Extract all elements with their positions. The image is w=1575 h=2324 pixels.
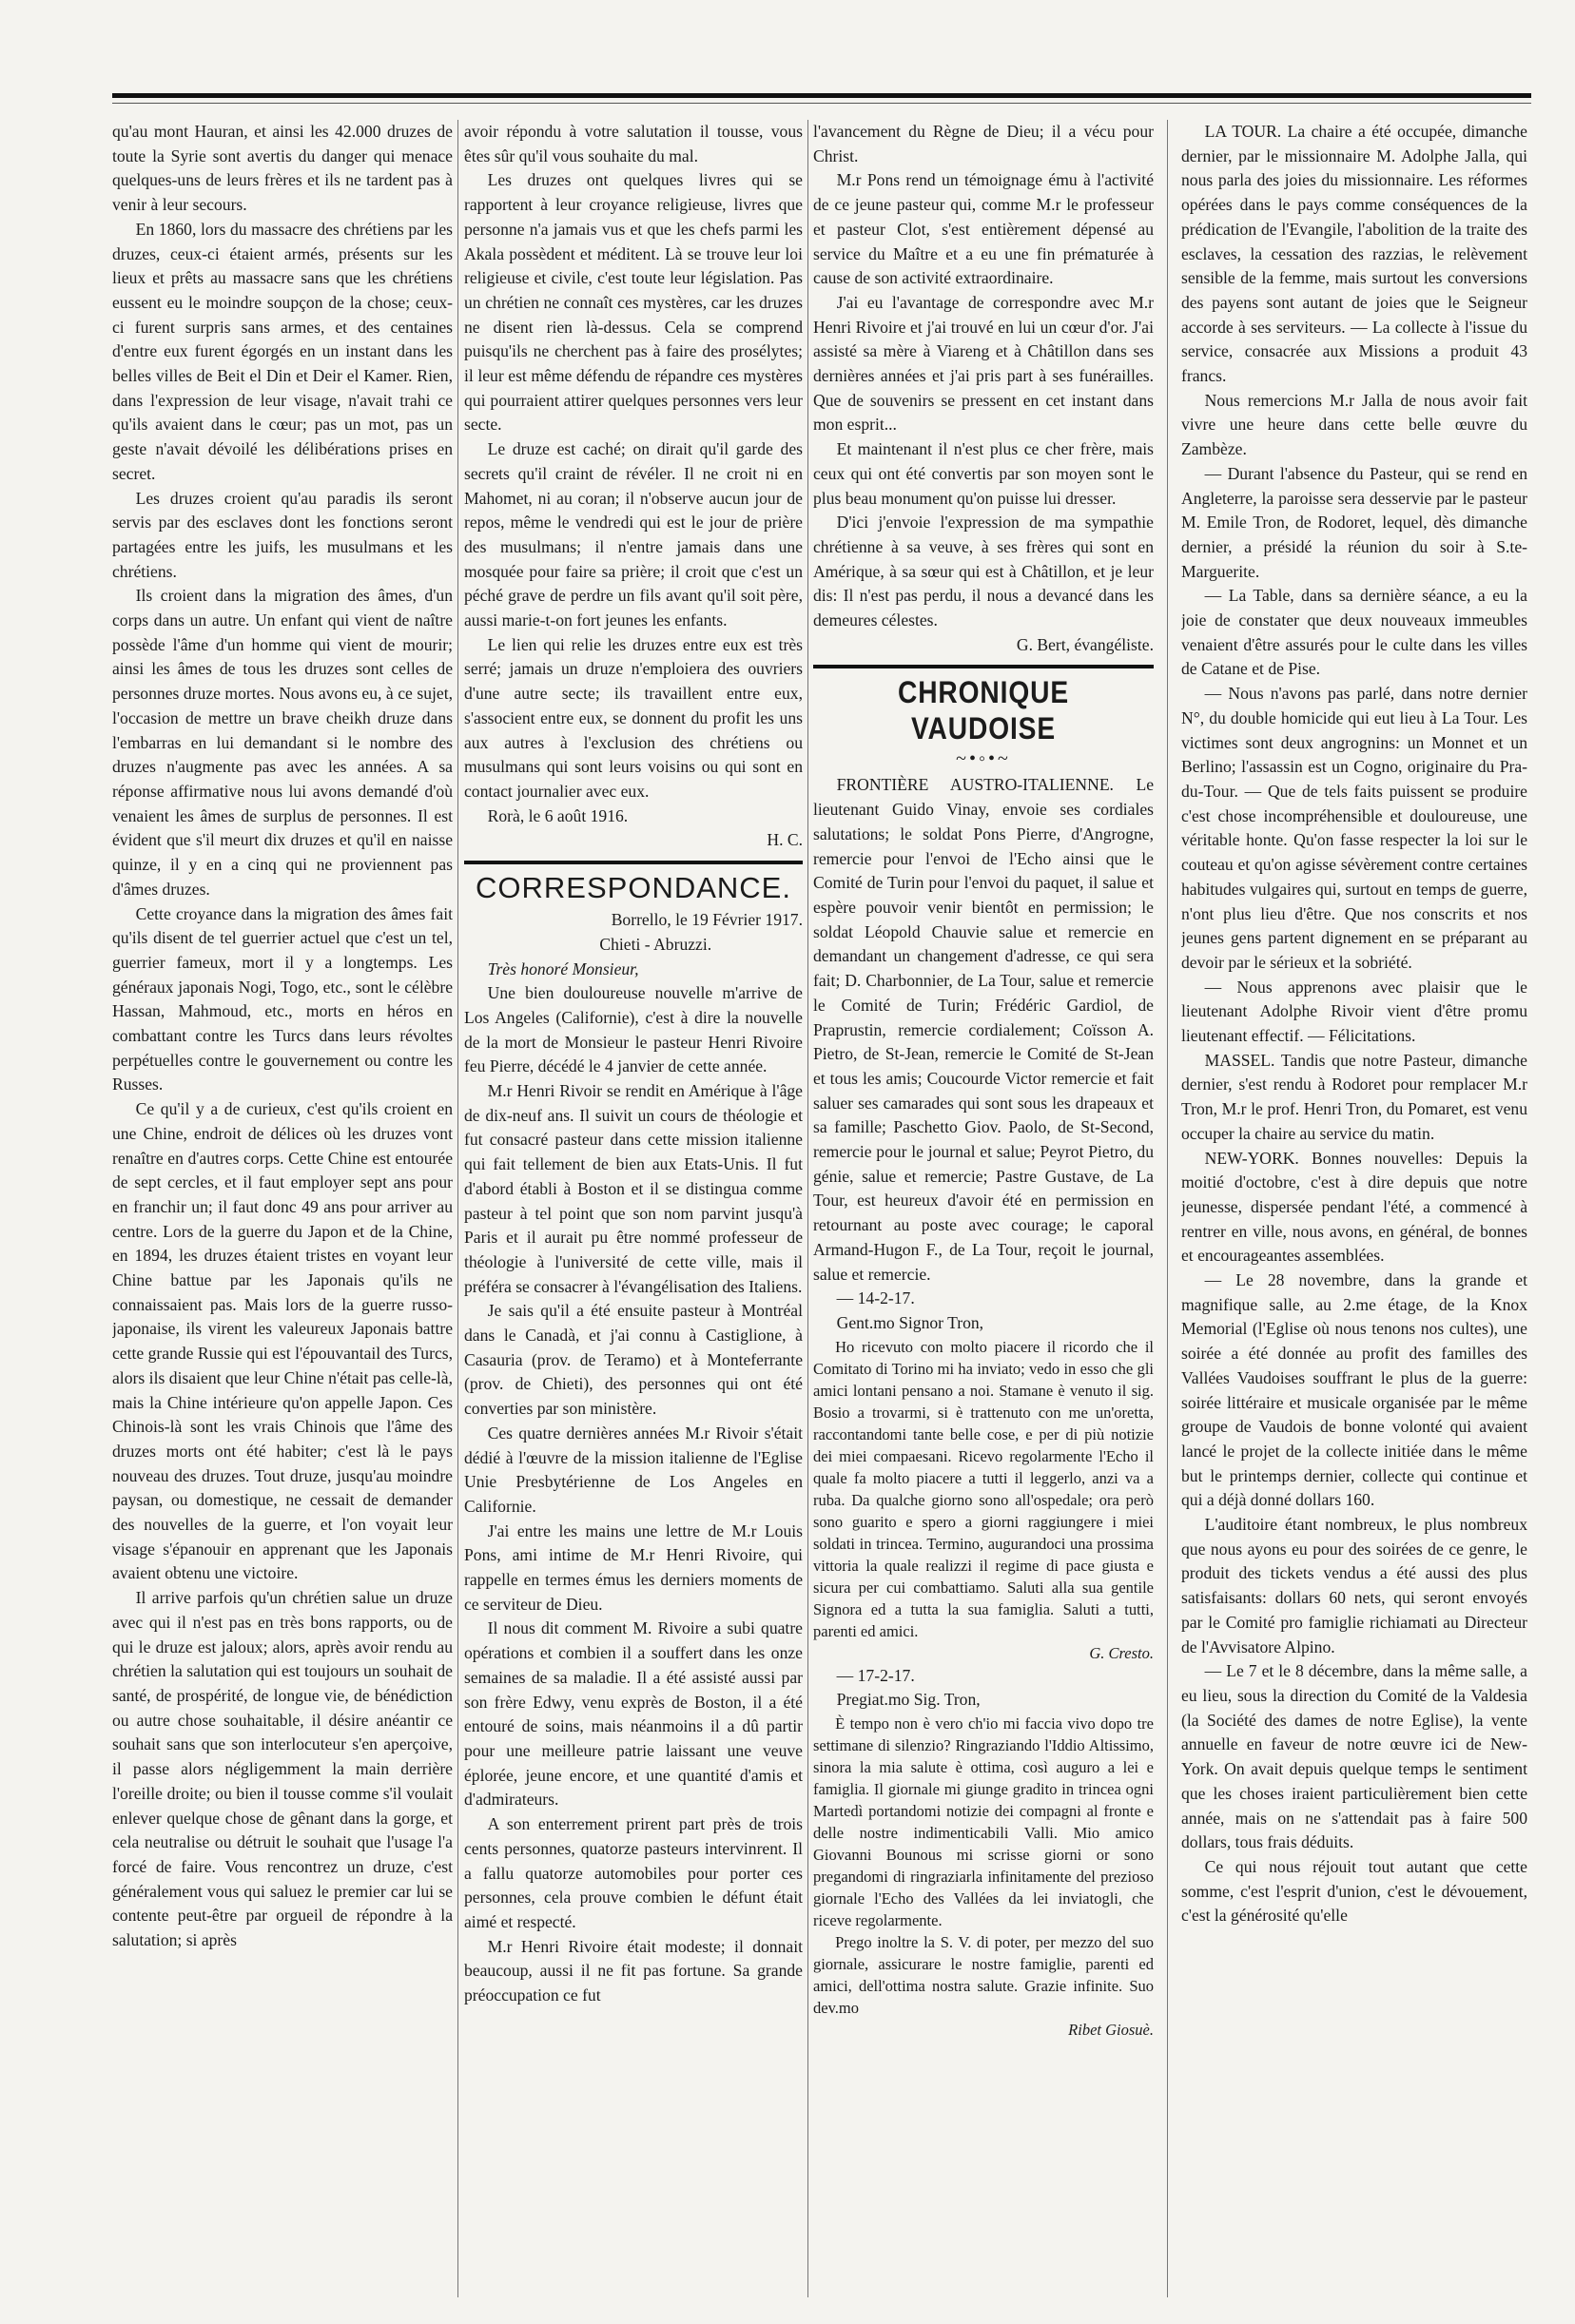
paragraph: Ils croient dans la migration des âmes, d'un corps dans un autre. Un enfant qui vient de naître possède l'âme d'un homme qui vient de mourir; ainsi les âmes de tous les druzes sont celles de personnes druze mortes. Nous avons eu, à ce sujet, l'occasion de mettre un brave cheikh druze dans l'embarras en lui demandant si le nombre des druzes n'augmente pas avec les années. A sa réponse affirmative nous lui avons demandé d'où venaient les âmes de surplus de personnes. Il est évident que s'il meurt dix druzes et qu'il en naisse quinze, il y en a cinq qui ne proviennent pas d'âmes druzes. — [112, 586, 453, 899]
letter-salutation: Gent.mo Signor Tron, — [836, 1312, 984, 1332]
paragraph: — Nous n'avons pas parlé, dans notre dernier N°, du double homicide qui eut lieu à La Tour. Les victimes sont deux angrognins: un Monnet et un Berlino; l'assassin est un Cogno, originaire du Pra-du-Tour. — Que de tels faits puissent se produire c'est chose incompréhensible et douloureuse, une véritable honte. Qu'on fasse respecter la loi sur le couteau et qu'on agisse sévèrement contre certaines habitudes vulgaires qui, surtout en temps de guerre, n'ont plus lieu d'être. Que nos conscrits et nos jeunes gens partent dignement en se préparant au devoir par le sérieux et la sobriété. — [1181, 684, 1527, 972]
paragraph: Le lien qui relie les druzes entre eux est très serré; jamais un druze n'emploiera des ouvriers d'une autre secte; ils travaillent entre eux, s'associent entre eux, se donnent du profit les uns aux autres à l'exclusion des chrétiens ou musulmans qui sont leurs voisins ou qui sont en contact journalier avec eux. — [464, 634, 803, 801]
column-separator — [807, 120, 808, 2297]
paragraph: — Nous apprenons avec plaisir que le lieutenant Adolphe Rivoir vient d'être promu lieutenant effectif. — Félicitations. — [1181, 977, 1527, 1046]
paragraph: Et maintenant il n'est plus ce cher frère, mais ceux qui ont été convertis par son moyen sont le plus beau monument qu'on puisse lui dresser. — [813, 439, 1154, 508]
paragraph: Il nous dit comment M. Rivoire a subi quatre opérations et combien il a souffert dans les onze semaines de sa maladie. Il a été assisté aussi par son frère Edwy, venu exprès de Boston, il a été entouré de soins, mais néanmoins il a dû partir pour une meilleure patrie laissant une veuve éplorée, jeune encore, et une quantité d'amis et d'admirateurs. — [464, 1618, 803, 1810]
signature: G. Bert, évangéliste. — [1016, 634, 1154, 654]
letter-salutation: Pregiat.mo Sig. Tron, — [836, 1690, 981, 1710]
paragraph: A son enterrement prirent part près de trois cents personnes, quatorze pasteurs intervinrent. Il a fallu quatorze automobiles pour porter ces personnes, cela prouve combien le défunt était aimé et respecté. — [464, 1814, 803, 1931]
paragraph: Ce qu'il y a de curieux, c'est qu'ils croient en une Chine, endroit de délices où les druzes vont renaître en d'autres corps. Cette Chine est entourée de sept cercles, et il faut employer sept ans pour en franchir un; il faut donc 49 ans pour arriver au centre. Lors de la guerre du Japon et de la Chine, en 1894, les druzes étaient tristes en voyant leur Chine battue par les Japonais qu'ils ne connaissaient pas. Mais lors de la guerre russo-japonaise, ils virent les valeureux Japonais battre cette grande Russie qui est l'épouvantail des Turcs, alors ils disaient que leur Chine n'était pas celle-là, mais la Chine intérieure qu'on appelle Japon. Ces Chinois-là sont les vrais Chinois que l'âme des druzes morts ont été habiter; c'est là le pays nouveau des druzes. Tout druze, jusqu'au moindre paysan, ou domestique, ne cessait de demander des nouvelles de la guerre, et l'on voyait leur visage s'épanouir en apprenant que les Japonais avaient obtenu une victoire. — [112, 1099, 453, 1583]
letter-body: Ho ricevuto con molto piacere il ricordo che il Comitato di Torino mi ha inviato; vedo in esso che gli amici lontani pensano a noi. Stamane è venuto il sig. Bosio a trovarmi, si è trattenuto con me un'oretta, raccontandomi tante belle cose, e per di più notizie dei miei compaesani. Ricevo regolarmente l'Echo il quale fa molto piacere a tutti il leggerlo, anzi va a ruba. Da qualche giorno sono all'ospedale; ora però sono guarito e spero a giorni raggiungere i miei soldati in trincea. Termino, augurandoci una prossima vittoria la quale realizzi il regime di pace giusta e sicura per cui combattiamo. Saluti alla sua gentile Signora ed a tutta la sua famiglia. Saluti a tutti, parenti ed amici. — [813, 1337, 1154, 1640]
paragraph: — Le 28 novembre, dans la grande et magnifique salle, au 2.me étage, de la Knox Memorial (l'Eglise où nous tenons nos cultes), une soirée a été donnée au profit des familles des Vallées Vaudoises souffrant le plus de la guerre: soirée littéraire et musicale organisée par le même groupe de Vaudois de bonne volonté qui avaient lancé le projet de la collecte initiée dans le même but le printemps dernier, collecte qui continue et qui a déjà donné dollars 160. — [1181, 1270, 1527, 1510]
column-4 — [1181, 120, 1527, 2297]
correspondance-title: CORRESPONDANCE. — [476, 871, 791, 905]
paragraph: Ces quatre dernières années M.r Rivoir s'était dédié à l'œuvre de la mission italienne de l'Eglise Unie Presbytérienne de Los Angeles en Californie. — [464, 1423, 803, 1516]
paragraph: J'ai entre les mains une lettre de M.r Louis Pons, ami intime de M.r Henri Rivoire, qui rappelle en termes émus les derniers moments de ce serviteur de Dieu. — [464, 1520, 803, 1614]
signature: G. Cresto. — [1089, 1643, 1154, 1662]
header-rule — [112, 93, 1531, 98]
signature: Ribet Giosuè. — [1068, 2021, 1154, 2040]
column-separator — [1167, 120, 1168, 2297]
paragraph: En 1860, lors du massacre des chrétiens par les druzes, ceux-ci étaient armés, présents sur les lieux et prêts au massacre sans que les chrétiens eussent eu le moindre soupçon de la chose; ceux-ci furent surpris sans armes, et des centaines d'entre eux furent égorgés en un instant dans les belles villes de Beit el Din et Deir el Kamer. Rien, dans l'expression de leur visage, n'avait trahi ce qu'ils avaient dans le cœur; pas un mot, pas un geste n'avait dévoilé les délibérations prises en secret. — [112, 219, 453, 483]
paragraph: Ce qui nous réjouit tout autant que cette somme, c'est l'esprit d'union, c'est le dévouement, c'est la générosité qu'elle — [1181, 1856, 1527, 1926]
paragraph: qu'au mont Hauran, et ainsi les 42.000 druzes de toute la Syrie sont avertis du danger qui menace quelques-uns de leurs frères et ils ne tardent pas à venir à leur secours. — [112, 122, 453, 215]
paragraph: Je sais qu'il a été ensuite pasteur à Montréal dans le Canadà, et j'ai connu à Castiglione, à Casauria (prov. de Teramo) et à Monteferrante (prov. de Chieti), des personnes qui ont été converties par son ministère. — [464, 1301, 803, 1419]
paragraph: LA TOUR. La chaire a été occupée, dimanche dernier, par le missionnaire M. Adolphe Jalla, qui nous parla des joies du missionnaire. Les réformes opérées dans le pays comme conséquences de la prédication de l'Evangile, l'abolition de la traite des esclaves, la cessation des razzias, le relèvement sensible de la femme, mais surtout les conversions des payens sont autant de joies que le Seigneur accorde à ses serviteurs. — La collecte à l'issue du service, consacrée aux Missions a produit 43 francs. — [1181, 122, 1527, 386]
paragraph: Cette croyance dans la migration des âmes fait qu'ils disent de tel guerrier actuel que c'est un tel, guerrier fameux, mort il y a longtemps. Les généraux japonais Nogi, Togo, etc., sont le célèbre Hassan, Mahmoud, etc., morts en héros en combattant contre les Turcs dans leurs révoltes perpétuelles contre le gouvernement ou contre les Russes. — [112, 903, 453, 1094]
column-2 — [464, 120, 803, 2297]
ornament: ~•◦•~ — [956, 748, 1011, 770]
paragraph: M.r Henri Rivoire était modeste; il donnait beaucoup, aussi il ne fit pas fortune. Sa grande préoccupation ce fut — [464, 1936, 803, 2005]
paragraph: MASSEL. Tandis que notre Pasteur, dimanche dernier, s'est rendu à Rodoret pour remplacer M.r Tron, M.r le prof. Henri Tron, du Pomaret, est venu occuper la chaire au service du matin. — [1181, 1050, 1527, 1143]
letter-date: — 17-2-17. — [836, 1665, 915, 1685]
paragraph: l'avancement du Règne de Dieu; il a vécu pour Christ. — [813, 122, 1154, 165]
column-3 — [813, 120, 1154, 2297]
paragraph: — La Table, dans sa dernière séance, a eu la joie de constater que deux nouveaux immeubles venaient d'être assurés pour le culte dans les villes de Catane et de Pise. — [1181, 586, 1527, 679]
letter-salutation: Très honoré Monsieur, — [487, 959, 639, 978]
paragraph: Il arrive parfois qu'un chrétien salue un druze avec qui il n'est pas en très bons rapports, ou de qui le druze est jaloux; alors, après avoir rendu au chrétien la salutation qui est toujours un souhait de santé, de prospérité, de longue vie, de bénédiction ou autre chose souhaitable, il désire anéantir ce souhait sans que son interlocuteur s'en aperçoive, il passe alors négligemment la main derrière l'oreille droite; ou bien il tousse comme s'il voulait enlever quelque chose de gênant dans la gorge, et cela neutralise ou détruit le souhait que l'usage l'a forcé de faire. Vous rencontrez un druze, c'est généralement vous qui saluez le premier car lui se contente peut-être par orgueil de répondre à la salutation; si après — [112, 1588, 453, 1950]
paragraph: avoir répondu à votre salutation il tousse, vous êtes sûr qu'il vous souhaite du mal. — [464, 122, 803, 165]
letter-date: — 14-2-17. — [836, 1288, 915, 1308]
paragraph: D'ici j'envoie l'expression de ma sympathie chrétienne à sa veuve, à ses frères qui sont en Amérique, à sa sœur qui est à Châtillon, et je leur dis: Il n'est pas perdu, il nous a devancé dans les demeures célestes. — [813, 513, 1154, 630]
column-1 — [112, 120, 453, 2297]
paragraph: — Durant l'absence du Pasteur, qui se rend en Angleterre, la paroisse sera desservie par le pasteur M. Emile Tron, de Rodoret, lequel, dès dimanche dernier, a présidé la réunion du soir à S.te-Marguerite. — [1181, 463, 1527, 581]
header-rule-thin — [112, 103, 1531, 104]
letter-region: Chieti - Abruzzi. — [599, 934, 712, 954]
paragraph: — Le 7 et le 8 décembre, dans la même salle, a eu lieu, sous la direction du Comité de la Valdesia (la Société des dames de notre Eglise), la vente annuelle en faveur de notre œuvre ici de New-York. On avait depuis quelque temps le sentiment que les choses iraient particulièrement bien cette année, mais on ne s'attendait pas à faire 500 dollars, tous frais déduits. — [1181, 1661, 1527, 1852]
section-rule — [464, 861, 803, 864]
paragraph: Nous remercions M.r Jalla de nous avoir fait vivre une heure dans cette belle œuvre du Zambèze. — [1181, 390, 1527, 459]
paragraph: FRONTIÈRE AUSTRO-ITALIENNE. Le lieutenant Guido Vinay, envoie ses cordiales salutations; le soldat Pons Pierre, d'Angrogne, remercie pour l'envoi de l'Echo ainsi que le Comité de Turin pour l'envoi du paquet, il salue et espère pouvoir venir bientôt en permission; le soldat Léopold Chauvie salue et remercie en demandant un changement d'adresse, ce qui sera fait; D. Charbonnier, de La Tour, salue et remercie le Comité de Turin; Frédéric Gardiol, de Praprustin, remercie cordialement; Coïsson A. Pietro, de St-Jean, remercie le Comité de St-Jean et tous les amis; Coucourde Victor remercie et fait saluer ses camarades qui sont sous les drapeaux et sa famille; Paschetto Giov. Paolo, de St-Second, remercie pour le journal et salue; Peyrot Pietro, du génie, salue et remercie; Pastre Gustave, de La Tour, est heureux d'avoir été en permission en retournant au poste avec courage; le caporal Armand-Hugon F., de La Tour, reçoit le journal, salue et remercie. — [813, 775, 1154, 1284]
letter-body: È tempo non è vero ch'io mi faccia vivo dopo tre settimane di silenzio? Ringraziando l'Iddio Altissimo, sinora la mia salute è ottima, così auguro a lei e famiglia. Il giornale mi giunge gradito in trincea ogni Martedì portandomi notizie dei compagni al fronte e delle nostre indimenticabili Valli. Mio amico Giovanni Bounous mi scrisse giorni or sono pregandomi di ringraziarla infinitamente del prezioso giornale l'Echo des Vallées da lei inviatogli, che riceve regolarmente. — [813, 1714, 1154, 1930]
letter-place-date: Borrello, le 19 Février 1917. — [611, 910, 803, 930]
chronique-title: CHRONIQUE VAUDOISE — [897, 675, 1070, 746]
column-separator — [457, 120, 458, 2297]
signature-place: Rorà, le 6 août 1916. — [487, 805, 629, 825]
section-rule — [813, 665, 1154, 668]
letter-body: Prego inoltre la S. V. di poter, per mezzo del suo giornale, assicurare le nostre famiglie, parenti ed amici, dell'ottima nostra salute. Grazie infinite. Suo dev.mo — [813, 1933, 1154, 2018]
paragraph: Les druzes croient qu'au paradis ils seront servis par des esclaves dont les fonctions seront partagées entre les juifs, les musulmans et les chrétiens. — [112, 488, 453, 581]
paragraph: M.r Henri Rivoir se rendit en Amérique à l'âge de dix-neuf ans. Il suivit un cours de théologie et fut consacré pasteur dans cette mission italienne qui fait tellement de bien aux Etats-Unis. Il fut d'abord établi à Boston et il se distingua comme pasteur à tel point que son nom parvint jusqu'à Paris et il aurait pu être nommé professeur de théologie à l'université de cette ville, mais il préféra se consacrer à l'évangélisation des Italiens. — [464, 1081, 803, 1296]
paragraph: Le druze est caché; on dirait qu'il garde des secrets qu'il craint de révéler. Il ne croit ni en Mahomet, ni au coran; il n'observe aucun jour de repos, même le vendredi qui est le jour de prière des musulmans; il n'entre jamais dans une mosquée pour faire sa prière; il croit que c'est un péché grave de perdre un fils avant qu'il soit père, aussi marie-t-on fort jeunes les enfants. — [464, 439, 803, 630]
paragraph: Une bien douloureuse nouvelle m'arrive de Los Angeles (Californie), c'est à dire la nouvelle de la mort de Monsieur le pasteur Henri Rivoire feu Pierre, décédé le 4 janvier de cette année. — [464, 983, 803, 1076]
paragraph: M.r Pons rend un témoignage ému à l'activité de ce jeune pasteur qui, comme M.r le professeur et pasteur Clot, s'est entièrement dépensé au service du Maître et a eu une fin prématurée à cause de son activité extraordinaire. — [813, 170, 1154, 288]
paragraph: Les druzes ont quelques livres qui se rapportent à leur croyance religieuse, livres que personne n'a jamais vus et que les chefs parmi les Akala possèdent et méditent. Là se trouve leur loi religieuse et civile, c'est toute leur législation. Pas un chrétien ne connaît ces mystères, car les druzes ne disent rien là-dessus. Cela se comprend puisqu'ils ne cherchent pas à faire des prosélytes; il leur est même défendu de répandre ces mystères qui pourraient attirer quelques personnes vers leur secte. — [464, 170, 803, 435]
paragraph: L'auditoire étant nombreux, le plus nombreux que nous ayons eu pour des soirées de ce genre, le produit des tickets vendus a été aussi des plus satisfaisants: dollars 60 nets, qui seront envoyés par le Comité pro famiglie richiamati au Directeur de l'Avvisatore Alpino. — [1181, 1515, 1527, 1656]
signature: H. C. — [767, 830, 803, 850]
paragraph: J'ai eu l'avantage de correspondre avec M.r Henri Rivoire et j'ai trouvé en lui un cœur d'or. J'ai assisté sa mère à Viareng et à Châtillon dans ses dernières années et j'ai pris part à ses funérailles. Que de souvenirs se pressent en cet instant dans mon esprit... — [813, 292, 1154, 435]
paragraph: NEW-YORK. Bonnes nouvelles: Depuis la moitié d'octobre, c'est à dire depuis que notre jeunesse, dispersée pendant l'été, a commencé à rentrer en ville, nous avons, en général, de bonnes et encourageantes assemblées. — [1181, 1148, 1527, 1266]
